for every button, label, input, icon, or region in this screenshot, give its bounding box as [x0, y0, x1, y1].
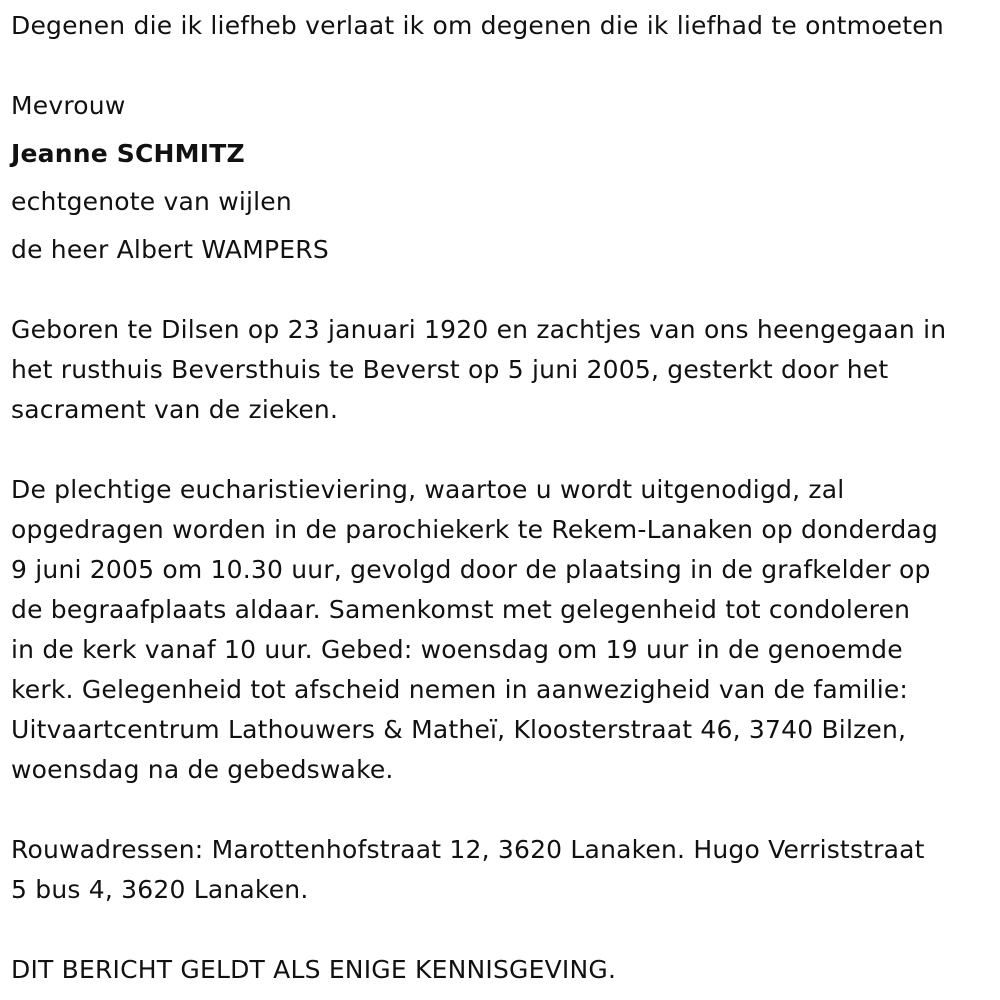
paragraph-line: de begraafplaats aldaar. Samenkomst met gelegenheid tot condoleren: [11, 595, 911, 624]
paragraph-line: het rusthuis Beversthuis te Beverst op 5 juni 2005, gesterkt door het: [11, 355, 889, 384]
paragraph-line: Uitvaartcentrum Lathouwers & Matheï, Kloosterstraat 46, 3740 Bilzen,: [11, 715, 907, 744]
addresses-paragraph: [11, 830, 991, 910]
paragraph-line: Geboren te Dilsen op 23 januari 1920 en zachtjes van ons heengegaan in: [11, 315, 947, 344]
motto-line: Degenen die ik liefheb verlaat ik om degenen die ik liefhad te ontmoeten: [11, 11, 944, 40]
paragraph-line: in de kerk vanaf 10 uur. Gebed: woensdag om 19 uur in de genoemde: [11, 635, 903, 664]
relation-line-1: echtgenote van wijlen: [11, 187, 292, 216]
deceased-name: Jeanne SCHMITZ: [11, 139, 245, 168]
relation-line-2: de heer Albert WAMPERS: [11, 235, 329, 264]
ceremony-paragraph: [11, 470, 991, 790]
paragraph-line: sacrament van de zieken.: [11, 395, 339, 424]
paragraph-line: kerk. Gelegenheid tot afscheid nemen in aanwezigheid van de familie:: [11, 675, 909, 704]
paragraph-line: Rouwadressen: Marottenhofstraat 12, 3620 Lanaken. Hugo Verriststraat: [11, 835, 925, 864]
paragraph-line: opgedragen worden in de parochiekerk te Rekem-Lanaken op donderdag: [11, 515, 939, 544]
notice-statement: DIT BERICHT GELDT ALS ENIGE KENNISGEVING.: [11, 955, 617, 984]
honorific-title: Mevrouw: [11, 91, 126, 120]
paragraph-line: 9 juni 2005 om 10.30 uur, gevolgd door de plaatsing in de grafkelder op: [11, 555, 931, 584]
birth-death-paragraph: [11, 310, 991, 430]
paragraph-line: 5 bus 4, 3620 Lanaken.: [11, 875, 309, 904]
paragraph-line: De plechtige eucharistieviering, waartoe u wordt uitgenodigd, zal: [11, 475, 845, 504]
paragraph-line: woensdag na de gebedswake.: [11, 755, 394, 784]
